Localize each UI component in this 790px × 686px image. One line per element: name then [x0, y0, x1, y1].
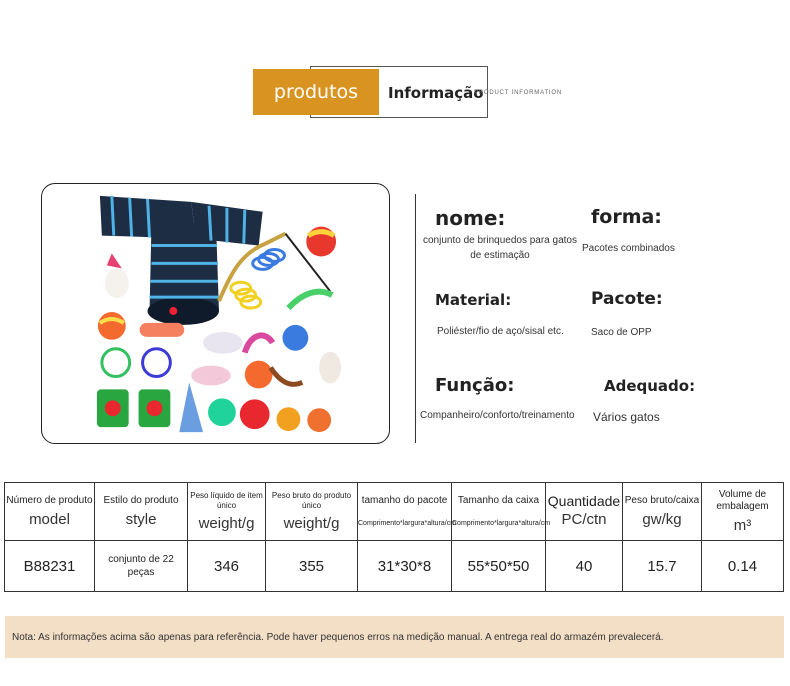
table-header-cell: tamanho do pacote Comprimento*largura*altura/cm	[358, 483, 452, 541]
volume-cell: 0.14	[702, 541, 784, 592]
table-header-cell: Peso bruto do produto único weight/g	[266, 483, 358, 541]
header-title: Informação	[388, 84, 484, 102]
quantity-cell: 40	[546, 541, 623, 592]
name-value: conjunto de brinquedos para gatos de estimação	[422, 235, 577, 261]
products-badge: produtos	[253, 69, 379, 115]
suitable-label: Adequado:	[604, 377, 696, 395]
material-label: Material:	[435, 291, 512, 309]
table-row	[5, 541, 784, 592]
package-value: Saco de OPP	[591, 327, 652, 338]
box-size-cell: 55*50*50	[452, 541, 546, 592]
disclaimer-text: Nota: As informações acima são apenas para referência. Pode haver pequenos erros na medição manual. A entrega real do armazém prevalecerá.	[12, 631, 664, 643]
table-header-cell: Número de produto model	[5, 483, 95, 541]
function-label: Função:	[435, 375, 515, 396]
name-label: nome:	[435, 206, 506, 230]
model-cell: B88231	[5, 541, 95, 592]
style-cell: conjunto de 22 peças	[95, 541, 188, 592]
table-header-cell: Volume de embalagem m³	[702, 483, 784, 541]
function-value: Companheiro/conforto/treinamento	[420, 410, 575, 421]
table-header-row	[5, 483, 784, 541]
form-label: forma:	[591, 206, 662, 228]
gross-weight-cell: 355	[266, 541, 358, 592]
net-weight-cell: 346	[188, 541, 266, 592]
material-value: Poliéster/fio de aço/sisal etc.	[437, 326, 564, 337]
package-label: Pacote:	[591, 289, 663, 309]
table-header-cell: Tamanho da caixa Comprimento*largura*altura/cm	[452, 483, 546, 541]
table-header-cell: Peso bruto/caixa gw/kg	[623, 483, 702, 541]
gw-box-cell: 15.7	[623, 541, 702, 592]
table-header-cell: Peso líquido de item único weight/g	[188, 483, 266, 541]
package-size-cell: 31*30*8	[358, 541, 452, 592]
product-table	[4, 482, 784, 592]
table-header-cell: Quantidade PC/ctn	[546, 483, 623, 541]
product-image	[41, 183, 390, 444]
form-value: Pacotes combinados	[582, 243, 675, 254]
header-subtitle: PRODUCT INFORMATION	[474, 90, 562, 96]
divider	[415, 194, 416, 443]
cat-tunnel-illustration	[100, 196, 263, 325]
table-header-cell: Estilo do produto style	[95, 483, 188, 541]
suitable-value: Vários gatos	[593, 410, 660, 424]
disclaimer-note	[5, 616, 784, 658]
